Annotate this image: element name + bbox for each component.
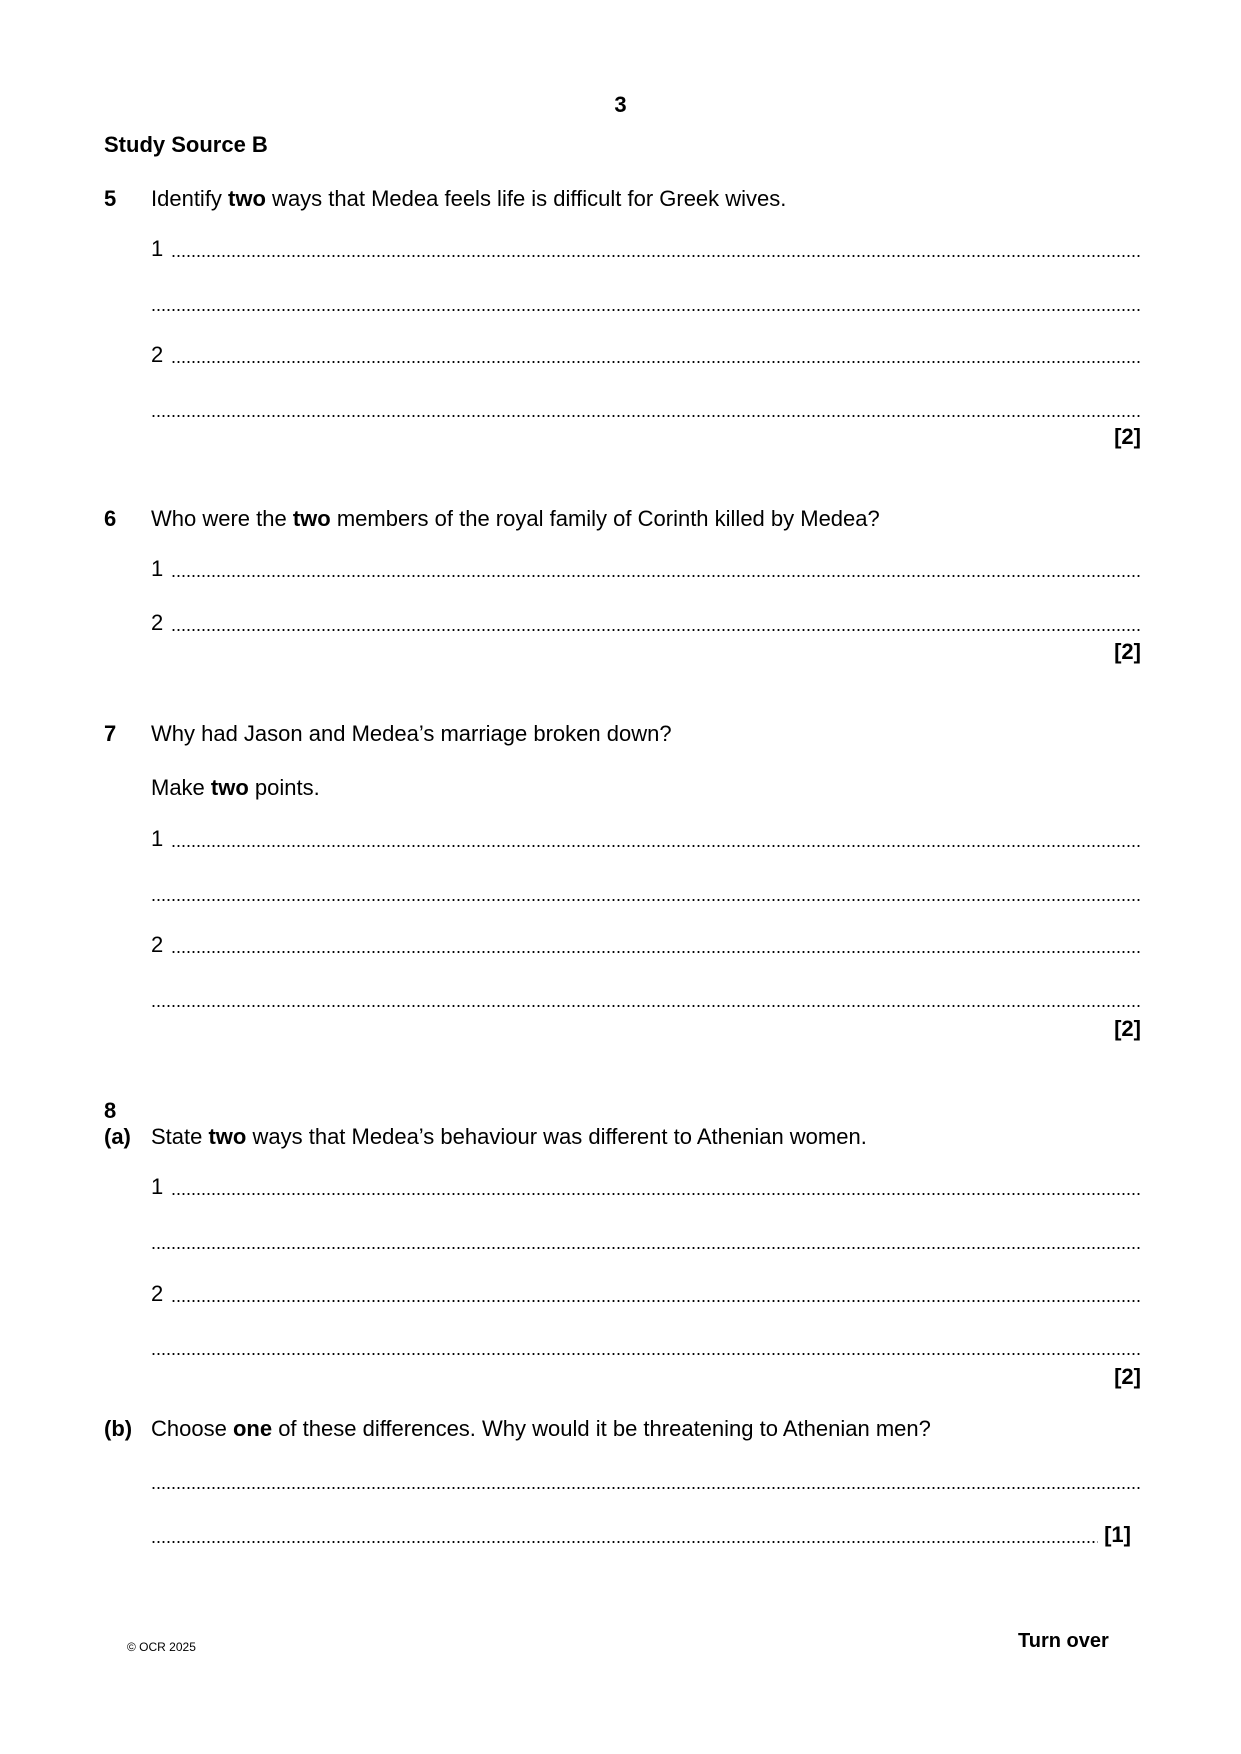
answer-line[interactable]: [151, 556, 1141, 582]
question-7-instruction: Make two points.: [151, 775, 320, 800]
answer-line[interactable]: [151, 290, 1141, 316]
answer-line[interactable]: [151, 1281, 1141, 1307]
question-6-text: Who were the two members of the royal family of Corinth killed by Medea?: [151, 506, 880, 531]
answer-line[interactable]: [151, 1228, 1141, 1254]
turn-over-label: Turn over: [1018, 1630, 1109, 1652]
answer-line[interactable]: [151, 236, 1141, 262]
dotted-line: [171, 574, 1141, 578]
page-number: 3: [614, 92, 627, 117]
question-8b-marks: [1]: [1104, 1522, 1131, 1547]
answer-line[interactable]: [151, 1334, 1141, 1360]
answer-line-label: 2: [151, 1281, 164, 1306]
question-8a-label: (a): [104, 1124, 131, 1149]
answer-line[interactable]: [151, 610, 1141, 636]
answer-line[interactable]: [151, 396, 1141, 422]
dotted-line: [171, 254, 1141, 258]
dotted-line: [151, 414, 1141, 418]
answer-line[interactable]: [151, 342, 1141, 368]
dotted-line: [151, 898, 1141, 902]
answer-line[interactable]: [151, 880, 1141, 906]
answer-line[interactable]: [151, 1522, 1131, 1548]
dotted-line: [151, 1246, 1141, 1250]
answer-line[interactable]: [151, 986, 1141, 1012]
answer-line-label: 1: [151, 236, 164, 261]
dotted-line: [171, 950, 1141, 954]
question-5-text: Identify two ways that Medea feels life is difficult for Greek wives.: [151, 186, 787, 211]
answer-line-label: 2: [151, 342, 164, 367]
answer-line-label: 1: [151, 556, 164, 581]
dotted-line: [171, 628, 1141, 632]
question-5-marks: [2]: [1114, 424, 1141, 449]
question-7-number: 7: [104, 721, 117, 746]
dotted-line: [151, 1486, 1141, 1490]
copyright-notice: © OCR 2025: [127, 1640, 196, 1654]
dotted-line: [171, 1299, 1141, 1303]
dotted-line: [171, 360, 1141, 364]
answer-line[interactable]: [151, 1174, 1141, 1200]
dotted-line: [151, 308, 1141, 312]
question-8b-label: (b): [104, 1416, 133, 1441]
answer-line[interactable]: [151, 932, 1141, 958]
question-7-text: Why had Jason and Medea’s marriage broken down?: [151, 721, 672, 746]
answer-line[interactable]: [151, 1468, 1141, 1494]
question-8a-marks: [2]: [1114, 1364, 1141, 1389]
question-7-marks: [2]: [1114, 1016, 1141, 1041]
dotted-line: [151, 1540, 1098, 1544]
answer-line[interactable]: [151, 826, 1141, 852]
question-6-marks: [2]: [1114, 639, 1141, 664]
question-8-number: 8: [104, 1098, 117, 1123]
answer-line-label: 1: [151, 826, 164, 851]
section-heading: Study Source B: [104, 132, 268, 157]
question-8a-text: State two ways that Medea’s behaviour was different to Athenian women.: [151, 1124, 867, 1149]
answer-line-label: 1: [151, 1174, 164, 1199]
question-6-number: 6: [104, 506, 117, 531]
dotted-line: [171, 1192, 1141, 1196]
question-8b-text: Choose one of these differences. Why would it be threatening to Athenian men?: [151, 1416, 931, 1441]
dotted-line: [151, 1352, 1141, 1356]
question-5-number: 5: [104, 186, 117, 211]
dotted-line: [151, 1004, 1141, 1008]
dotted-line: [171, 844, 1141, 848]
answer-line-label: 2: [151, 932, 164, 957]
answer-line-label: 2: [151, 610, 164, 635]
